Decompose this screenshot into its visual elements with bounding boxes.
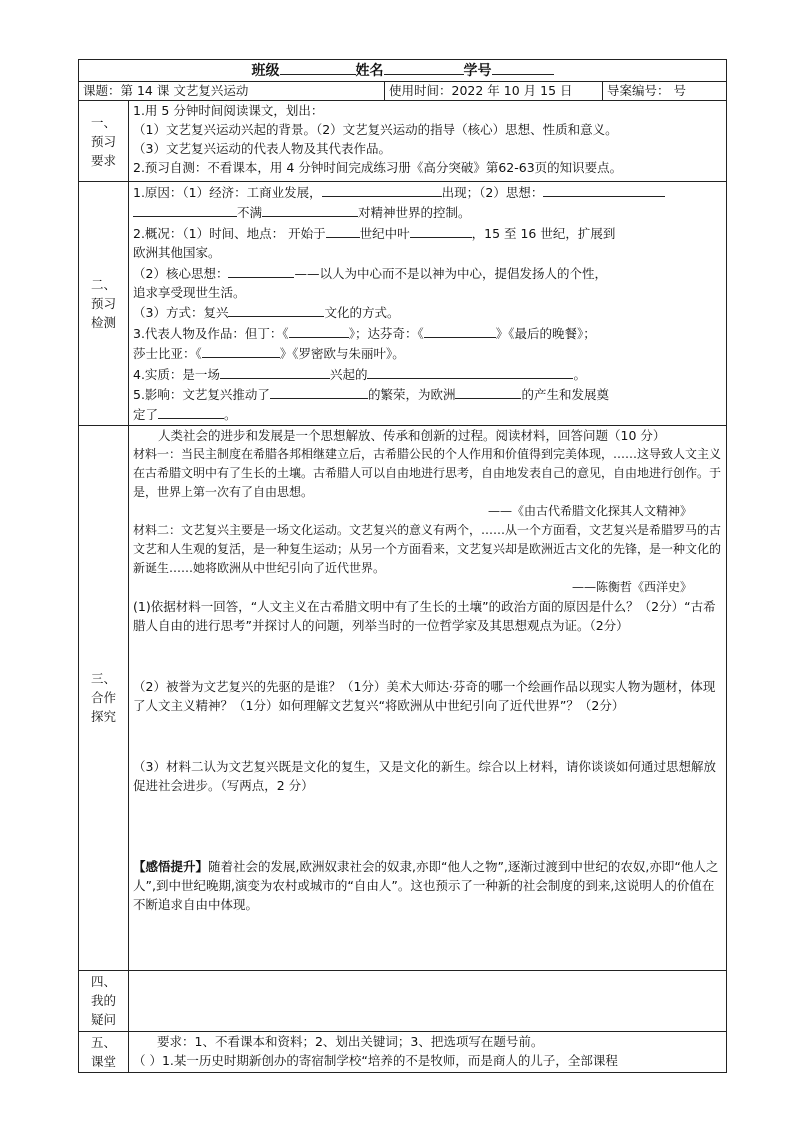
s1-line: 2.预习自测：不看课本，用 4 分钟时间完成练习册《高分突破》第62-63页的知识要点。	[133, 160, 623, 175]
lesson-topic: 课题：第 14 课 文艺复兴运动	[79, 82, 385, 101]
section-5-content	[129, 1031, 727, 1072]
fill-blank[interactable]	[220, 364, 330, 379]
text: 》《最后的晚餐》；	[495, 325, 596, 341]
section-5-title	[79, 1031, 129, 1072]
section-preview-test	[79, 182, 727, 426]
section-1-title-line: 预习	[90, 133, 116, 149]
text: （3）方式：复兴	[133, 305, 229, 321]
name-label: 姓名	[355, 63, 384, 79]
fill-blank[interactable]	[228, 263, 294, 278]
answer-space-2[interactable]	[133, 715, 722, 757]
section-1-content	[129, 101, 727, 182]
header-row	[79, 60, 727, 82]
material-2: 材料二：文艺复兴主要是一场文化运动。文艺复兴的意义有两个，……从一个方面看，文艺复兴是希腊罗马的古文艺和人生观的复活，是一种复生运动；从另一个方面看来，文艺复兴却是欧洲近古文化的先锋，是一种文化的新诞生……她将欧洲从中世纪引向了近代世界。	[133, 522, 722, 575]
text: 3.代表人物及作品：但丁：《	[133, 325, 289, 341]
info-row	[79, 82, 727, 101]
material-2-source: ——陈衡哲《西洋史》	[571, 579, 692, 594]
text: 1.原因：（1）经济：工商业发展，	[133, 185, 322, 200]
section-3-content	[129, 425, 727, 970]
text: 莎士比亚：《	[133, 346, 202, 362]
text: 文化的方式。	[324, 305, 400, 321]
inquiry-intro: 人类社会的进步和发展是一个思想解放、传承和创新的过程。阅读材料，回答问题（10 分）	[158, 427, 666, 443]
inquiry-question-2: （2）被誉为文艺复兴的先驱的是谁？（1分）美术大师达·芬奇的哪一个绘画作品以现实人物为题材，体现了人文主义精神？（1分）如何理解文艺复兴“将欧洲从中世纪引向了近代世界”？（2分）	[133, 678, 716, 713]
section-2-content	[129, 182, 727, 426]
section-3-title-line: 合作	[90, 690, 116, 706]
fill-blank[interactable]	[133, 202, 237, 217]
fill-blank[interactable]	[270, 384, 368, 399]
s1-line: （3）文艺复兴运动的代表人物及其代表作品。	[133, 141, 391, 156]
text: 》；达芬奇：《	[348, 325, 424, 341]
text: 。	[573, 366, 586, 382]
text: 的繁荣，为欧洲	[367, 387, 456, 403]
section-2-title-line: 预习	[90, 295, 116, 311]
q1-line-2	[133, 202, 722, 222]
answer-space-3[interactable]	[133, 795, 722, 857]
text: 不满	[237, 205, 263, 221]
use-date: 使用时间：2022 年 10 月 15 日	[385, 82, 603, 101]
section-4-title	[79, 970, 129, 1031]
fill-blank[interactable]	[322, 182, 442, 197]
classroom-question-1: （ ）1.某一历史时期新创办的寄宿制学校“培养的不是牧师，而是商人的儿子，全部课程	[133, 1052, 618, 1068]
text: 定了	[133, 407, 159, 423]
insight-paragraph	[133, 857, 722, 914]
classroom-requirements: 要求：1、不看课本和资料；2、划出关键词；3、把选项写在题号前。	[157, 1033, 544, 1049]
q2-line-5	[133, 302, 722, 322]
class-blank[interactable]	[280, 60, 356, 75]
fill-blank[interactable]	[410, 223, 472, 238]
text: ——以人为中心而不是以神为中心，提倡发扬人的个性，	[294, 265, 607, 281]
text: ，15 至 16 世纪，扩展到	[471, 225, 616, 241]
inquiry-question-1: (1)依据材料一回答，“人文主义在古希腊文明中有了生长的土壤”的政治方面的原因是什么？（2分）“古希腊人自由的进行思考”并探讨人的问题，列举当时的一位哲学家及其思想观点为证。（2分）	[133, 598, 716, 633]
section-3-title	[79, 425, 129, 970]
fill-blank[interactable]	[262, 202, 358, 217]
section-5-title-line: 课堂	[90, 1053, 116, 1069]
section-2-title-line: 检测	[90, 314, 116, 330]
section-preview-requirements	[79, 101, 727, 182]
insight-text: 随着社会的发展,欧洲奴隶社会的奴隶,亦即“他人之物”,逐渐过渡到中世纪的农奴,亦即“他人之人”,到中世纪晚期,演变为农村或城市的“自由人”。这也预示了一种新的社会制度的到来,这说明人的价值在不断追求自由中体现。	[133, 858, 719, 912]
section-my-questions	[79, 970, 727, 1031]
section-5-title-line: 五、	[90, 1034, 116, 1050]
section-3-title-line: 探究	[90, 709, 116, 725]
fill-blank[interactable]	[158, 404, 224, 419]
section-4-title-line: 四、	[90, 974, 116, 990]
section-cooperative-inquiry	[79, 425, 727, 970]
fill-blank[interactable]	[455, 384, 521, 399]
text: 4.实质：是一场	[133, 366, 220, 382]
text: 5.影响：文艺复兴推动了	[133, 387, 270, 403]
text: 世纪中叶	[359, 225, 410, 241]
section-1-title-line: 要求	[90, 152, 116, 168]
section-1-title-line: 一、	[90, 114, 116, 130]
text: 。	[224, 407, 237, 423]
worksheet	[78, 59, 726, 1073]
q3-line-1	[133, 323, 722, 343]
q4-line	[133, 364, 722, 384]
section-classroom	[79, 1031, 727, 1072]
q5-line-2	[133, 404, 722, 424]
section-1-title	[79, 101, 129, 182]
material-1-source: ——《由古代希腊文化探其人文精神》	[487, 503, 692, 518]
q2-line-2: 欧洲其他国家。	[133, 245, 221, 261]
text: 兴起的	[329, 366, 368, 382]
fill-blank[interactable]	[289, 323, 349, 338]
q2-line-3	[133, 263, 722, 283]
text: 出现；（2）思想：	[441, 185, 544, 200]
q2-line-4: 追求享受现世生活。	[133, 285, 246, 301]
guide-number: 导案编号： 号	[603, 82, 727, 101]
id-blank[interactable]	[492, 60, 554, 75]
s1-line: （1）文艺复兴运动兴起的背景。（2）文艺复兴运动的指导（核心）思想、性质和意义。	[133, 122, 618, 137]
section-4-title-line: 疑问	[90, 1012, 116, 1028]
fill-blank[interactable]	[326, 223, 360, 238]
fill-blank[interactable]	[367, 364, 573, 379]
section-2-title-line: 二、	[90, 276, 116, 292]
q2-line-1	[133, 223, 722, 243]
class-label: 班级	[251, 63, 280, 79]
worksheet-table	[78, 59, 727, 1073]
fill-blank[interactable]	[424, 323, 496, 338]
answer-space-1[interactable]	[133, 635, 722, 677]
fill-blank[interactable]	[543, 182, 665, 197]
q1-line-1	[133, 182, 722, 202]
name-blank[interactable]	[384, 60, 464, 75]
material-1: 材料一：当民主制度在希腊各邦相继建立后，古希腊公民的个人作用和价值得到完美体现，……这导致人文主义在古希腊文明中有了生长的土壤。古希腊人可以自由地进行思考，自由地发表自己的意见，自由地进行创作。于是，世界上第一次有了自由思想。	[133, 446, 722, 499]
text: 的产生和发展奠	[521, 387, 609, 403]
text: 2.概况：（1）时间、地点： 开始于	[133, 225, 326, 241]
id-label: 学号	[463, 63, 492, 79]
insight-tag: 【感悟提升】	[133, 858, 209, 874]
fill-blank[interactable]	[228, 302, 324, 317]
fill-blank[interactable]	[202, 343, 280, 358]
section-2-title	[79, 182, 129, 426]
s1-line: 1.用 5 分钟时间阅读课文，划出：	[133, 103, 324, 118]
inquiry-question-3: （3）材料二认为文艺复兴既是文化的复生，又是文化的新生。综合以上材料，请你谈谈如何通过思想解放促进社会进步。（写两点，2 分）	[133, 758, 716, 793]
q5-line-1	[133, 384, 722, 404]
section-3-title-line: 三、	[90, 671, 116, 687]
q3-line-2	[133, 343, 722, 363]
student-header	[79, 60, 727, 82]
questions-space[interactable]	[129, 970, 727, 1031]
text: 对精神世界的控制。	[358, 205, 471, 221]
text: 》《罗密欧与朱丽叶》。	[279, 346, 405, 362]
text: （2）核心思想：	[133, 265, 229, 281]
section-4-title-line: 我的	[90, 993, 116, 1009]
